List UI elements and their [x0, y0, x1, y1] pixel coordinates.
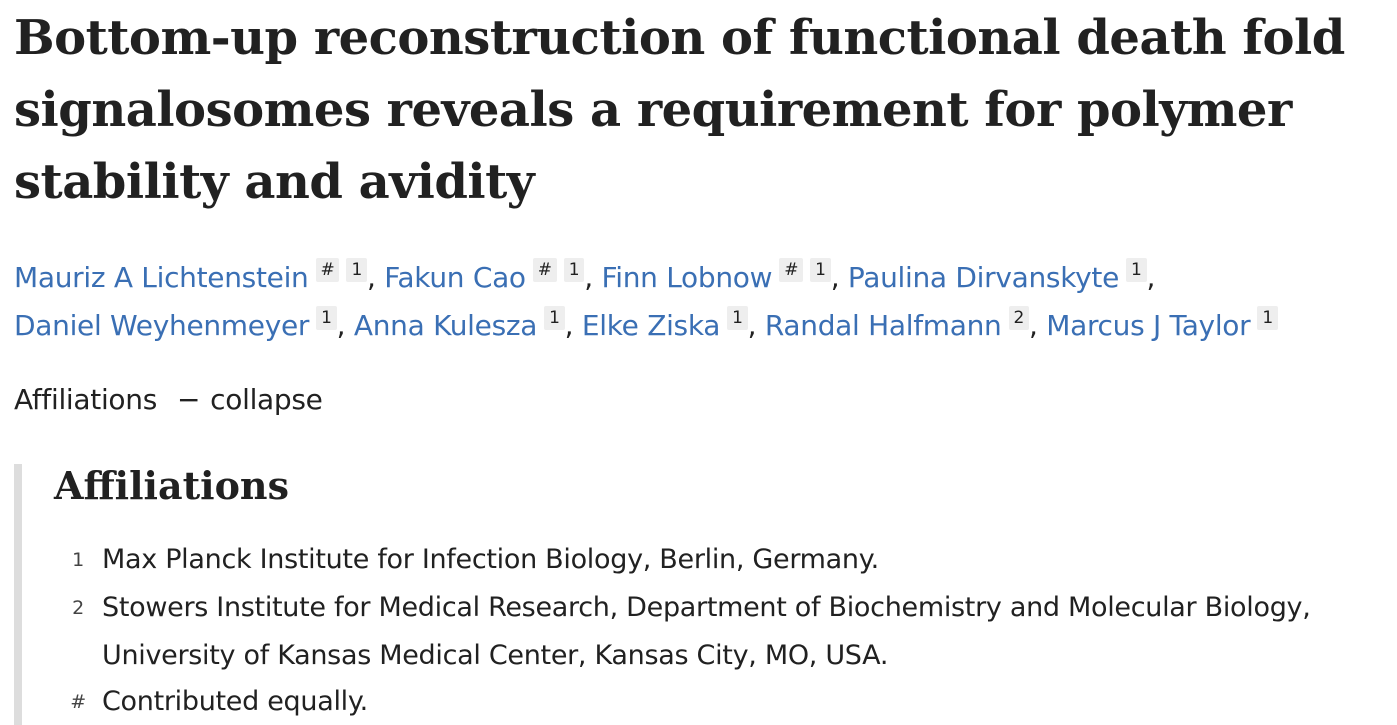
affiliation-badge[interactable]: 1 [544, 306, 565, 330]
author-link[interactable]: Daniel Weyhenmeyer [14, 309, 310, 342]
author-item [14, 261, 367, 294]
affiliations-list [22, 536, 1397, 724]
affiliations-panel [14, 464, 1397, 725]
affiliation-text: Contributed equally. [102, 686, 368, 717]
equal-contribution-badge[interactable]: # [779, 258, 803, 282]
author-item [14, 309, 337, 342]
author-separator: , [1029, 309, 1047, 342]
affiliation-key: 1 [72, 549, 84, 571]
affiliation-key: # [70, 691, 86, 713]
author-item [848, 261, 1147, 294]
affiliation-badge[interactable]: 1 [810, 258, 831, 282]
author-link[interactable]: Randal Halfmann [764, 309, 1002, 342]
affiliations-heading: Affiliations [54, 463, 289, 508]
author-separator: , [584, 261, 602, 294]
author-item [354, 309, 565, 342]
author-item [1046, 309, 1278, 342]
affiliation-item [22, 680, 1397, 724]
affiliation-badge[interactable]: 1 [1257, 306, 1278, 330]
author-list [14, 254, 1384, 350]
affiliation-item [22, 584, 1397, 680]
author-separator: , [564, 309, 582, 342]
affiliation-text: Stowers Institute for Medical Research, Department of Biochemistry and Molecular Biology, University of Kansas Medical Center, Kansas City, MO, USA. [102, 592, 1311, 671]
author-link[interactable]: Marcus J Taylor [1046, 309, 1251, 342]
equal-contribution-badge[interactable]: # [316, 258, 340, 282]
author-link[interactable]: Finn Lobnow [601, 261, 773, 294]
affiliation-text: Max Planck Institute for Infection Biology, Berlin, Germany. [102, 544, 879, 575]
author-separator: , [747, 309, 765, 342]
affiliation-badge[interactable]: 2 [1009, 306, 1030, 330]
author-link[interactable]: Fakun Cao [384, 261, 526, 294]
author-separator: , [1146, 261, 1156, 294]
author-item [582, 309, 748, 342]
affiliation-badge[interactable]: 1 [564, 258, 585, 282]
affiliations-toggle-label: Affiliations [14, 383, 157, 416]
author-item [601, 261, 830, 294]
author-link[interactable]: Paulina Dirvanskyte [847, 261, 1119, 294]
author-link[interactable]: Mauriz A Lichtenstein [14, 261, 309, 294]
affiliation-badge[interactable]: 1 [727, 306, 748, 330]
author-link[interactable]: Anna Kulesza [353, 309, 538, 342]
affiliations-toggle[interactable] [14, 378, 323, 422]
collapse-link[interactable]: collapse [210, 383, 323, 416]
author-separator: , [366, 261, 385, 294]
affiliation-key: 2 [72, 597, 84, 619]
collapse-dash-icon: − [177, 383, 201, 416]
author-separator: , [336, 309, 354, 342]
author-item [384, 261, 584, 294]
author-item [765, 309, 1029, 342]
article-title: Bottom-up reconstruction of functional death fold signalosomes reveals a requirement for polymer stability and avidity [14, 10, 1345, 210]
affiliation-badge[interactable]: 1 [316, 306, 337, 330]
affiliation-badge[interactable]: 1 [1126, 258, 1147, 282]
equal-contribution-badge[interactable]: # [533, 258, 557, 282]
author-separator: , [830, 261, 848, 294]
affiliation-item [22, 536, 1397, 584]
affiliation-badge[interactable]: 1 [346, 258, 367, 282]
author-link[interactable]: Elke Ziska [581, 309, 721, 342]
